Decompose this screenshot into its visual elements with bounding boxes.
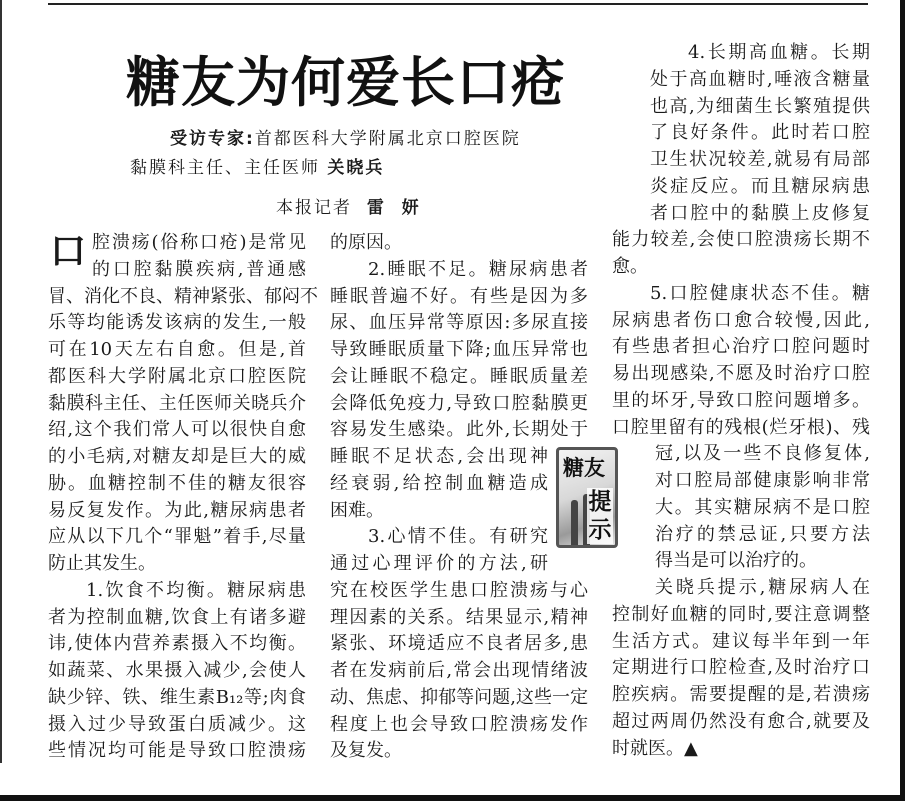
text-line: 治疗的禁忌证,只要方法	[655, 523, 870, 545]
text-line: 易出现感染,不愿及时治疗口腔	[612, 363, 870, 384]
text-line: 摄入过少导致蛋白质减少。这	[48, 713, 306, 735]
text-line: 尿、血压异常等原因:多尿直接	[330, 312, 588, 334]
text-line: 时就医。▲	[612, 737, 698, 759]
text-line: 2.睡眠不足。糖尿病患者	[368, 258, 588, 280]
expert-line-1	[170, 127, 521, 151]
text-line: 动、焦虑、抑郁等问题,这些一定	[330, 686, 588, 708]
text-line: 会让睡眠不稳定。睡眠质量差	[330, 365, 588, 387]
reporter-name: 雷 妍	[366, 198, 421, 218]
text-line: 的原因。	[330, 232, 402, 253]
text-line: 黏膜科主任、主任医师关晓兵介	[48, 392, 306, 414]
text-line: 超过两周仍然没有愈合,就要及	[612, 710, 870, 732]
text-line: 冒、消化不良、精神紧张、郁闷不	[48, 285, 318, 307]
text-line: 困难。	[330, 499, 384, 521]
text-line: 愈。	[612, 256, 648, 277]
text-line: 里的坏牙,导致口腔问题增多。	[612, 389, 870, 411]
page-frame-right	[900, 0, 905, 801]
expert-label: 受访专家:	[170, 129, 255, 149]
text-line: 理因素的关系。结果显示,精神	[330, 606, 588, 628]
text-line: 导致睡眠质量下降;血压异常也	[330, 339, 588, 360]
expert-name: 关晓兵	[327, 158, 385, 178]
page-frame-bottom	[0, 795, 905, 801]
expert-line-2	[130, 156, 384, 180]
text-line: 口腔里留有的残根(烂牙根)、残	[612, 416, 870, 438]
text-line: 乐等均能诱发该病的发生,一般	[48, 312, 306, 334]
text-line: 者口腔中的黏膜上皮修复	[650, 202, 870, 224]
figure-silhouette	[571, 500, 578, 546]
text-line: 大。其实糖尿病不是口腔	[655, 496, 870, 518]
text-line: 防止其发生。	[48, 553, 156, 574]
text-line: 程度上也会导致口腔溃疡发作	[330, 713, 588, 735]
text-line: 尿病患者伤口愈合较慢,因此,	[612, 309, 870, 331]
text-line: 了良好条件。此时若口腔	[650, 122, 870, 144]
reporter-line	[276, 196, 421, 220]
text-line: 炎症反应。而且糖尿病患	[650, 175, 870, 197]
text-line: 关晓兵提示,糖尿病人在	[655, 577, 870, 598]
text-line: 者在发病前后,常会出现情绪波	[330, 660, 588, 681]
text-line: 得当是可以治疗的。	[655, 550, 817, 572]
text-line: 腔溃疡(俗称口疮)是常见	[92, 232, 306, 253]
text-line: 究在校医学生患口腔溃疡与心	[330, 579, 588, 601]
text-line: 3.心情不佳。有研究	[368, 526, 548, 548]
text-line: 胁。血糖控制不佳的糖友很容	[48, 472, 306, 494]
text-line: 生活方式。建议每半年到一年	[612, 630, 870, 652]
article-title: 糖友为何爱长口疮	[126, 51, 566, 114]
expert-title: 黏膜科主任、主任医师	[130, 158, 320, 178]
text-line: 卫生状况较差,就易有局部	[650, 149, 870, 170]
text-line: 容易发生感染。此外,长期处于	[330, 419, 588, 441]
text-line: 控制好血糖的同时,要注意调整	[612, 603, 870, 625]
text-line: 者为控制血糖,饮食上有诸多避	[48, 606, 306, 628]
text-line: 应从以下几个“罪魁”着手,尽量	[48, 526, 306, 548]
text-line: 讳,使体内营养素摄入不均衡。	[48, 633, 306, 655]
text-line: 定期进行口腔检查,及时治疗口	[612, 657, 870, 679]
text-line: 易反复发作。为此,糖尿病患者	[48, 499, 306, 521]
text-line: 睡眠普遍不好。有些是因为多	[330, 285, 588, 307]
text-line: 可在10天左右自愈。但是,首	[48, 339, 306, 360]
text-line: 也高,为细菌生长繁殖提供	[650, 95, 870, 117]
reporter-label: 本报记者	[276, 198, 352, 218]
text-line: 紧张、环境适应不良者居多,患	[330, 633, 588, 655]
text-line: 对口腔局部健康影响非常	[655, 470, 870, 491]
text-line: 些情况均可能是导致口腔溃疡	[48, 740, 306, 762]
tip-badge-image	[556, 447, 618, 548]
text-line: 睡眠不足状态,会出现神	[330, 446, 548, 467]
text-line: 4.长期高血糖。长期	[688, 42, 870, 63]
text-line: 处于高血糖时,唾液含糖量	[650, 68, 870, 90]
text-line: 有些患者担心治疗口腔问题时	[612, 336, 870, 358]
text-line: 通过心理评价的方法,研	[330, 553, 548, 574]
top-rule	[48, 3, 868, 5]
badge-title: 糖友	[563, 456, 605, 480]
text-line: 1.饮食不均衡。糖尿病患	[86, 579, 306, 601]
text-line: 如蔬菜、水果摄入减少,会使人	[48, 660, 306, 681]
text-line: 都医科大学附属北京口腔医院	[48, 365, 306, 387]
text-line: 经衰弱,给控制血糖造成	[330, 472, 548, 494]
badge-subtitle: 提示	[588, 489, 612, 543]
text-line: 绍,这个我们常人可以很快自愈	[48, 419, 306, 441]
text-line: 的口腔黏膜疾病,普通感	[92, 258, 306, 280]
drop-cap: 口	[50, 230, 87, 272]
expert-affiliation: 首都医科大学附属北京口腔医院	[254, 129, 521, 149]
text-line: 及复发。	[330, 740, 402, 762]
text-line: 5.口腔健康状态不佳。糖	[650, 282, 870, 304]
text-line: 能力较差,会使口腔溃疡长期不	[612, 229, 870, 251]
text-line: 腔疾病。需要提醒的是,若溃疡	[612, 684, 870, 705]
text-line: 的小毛病,对糖友却是巨大的威	[48, 446, 306, 467]
text-line: 冠,以及一些不良修复体,	[655, 443, 870, 465]
page-frame-left	[0, 0, 2, 763]
text-line: 会降低免疫力,导致口腔黏膜更	[330, 392, 588, 414]
text-line: 缺少锌、铁、维生素B₁₂等;肉食	[48, 686, 306, 708]
